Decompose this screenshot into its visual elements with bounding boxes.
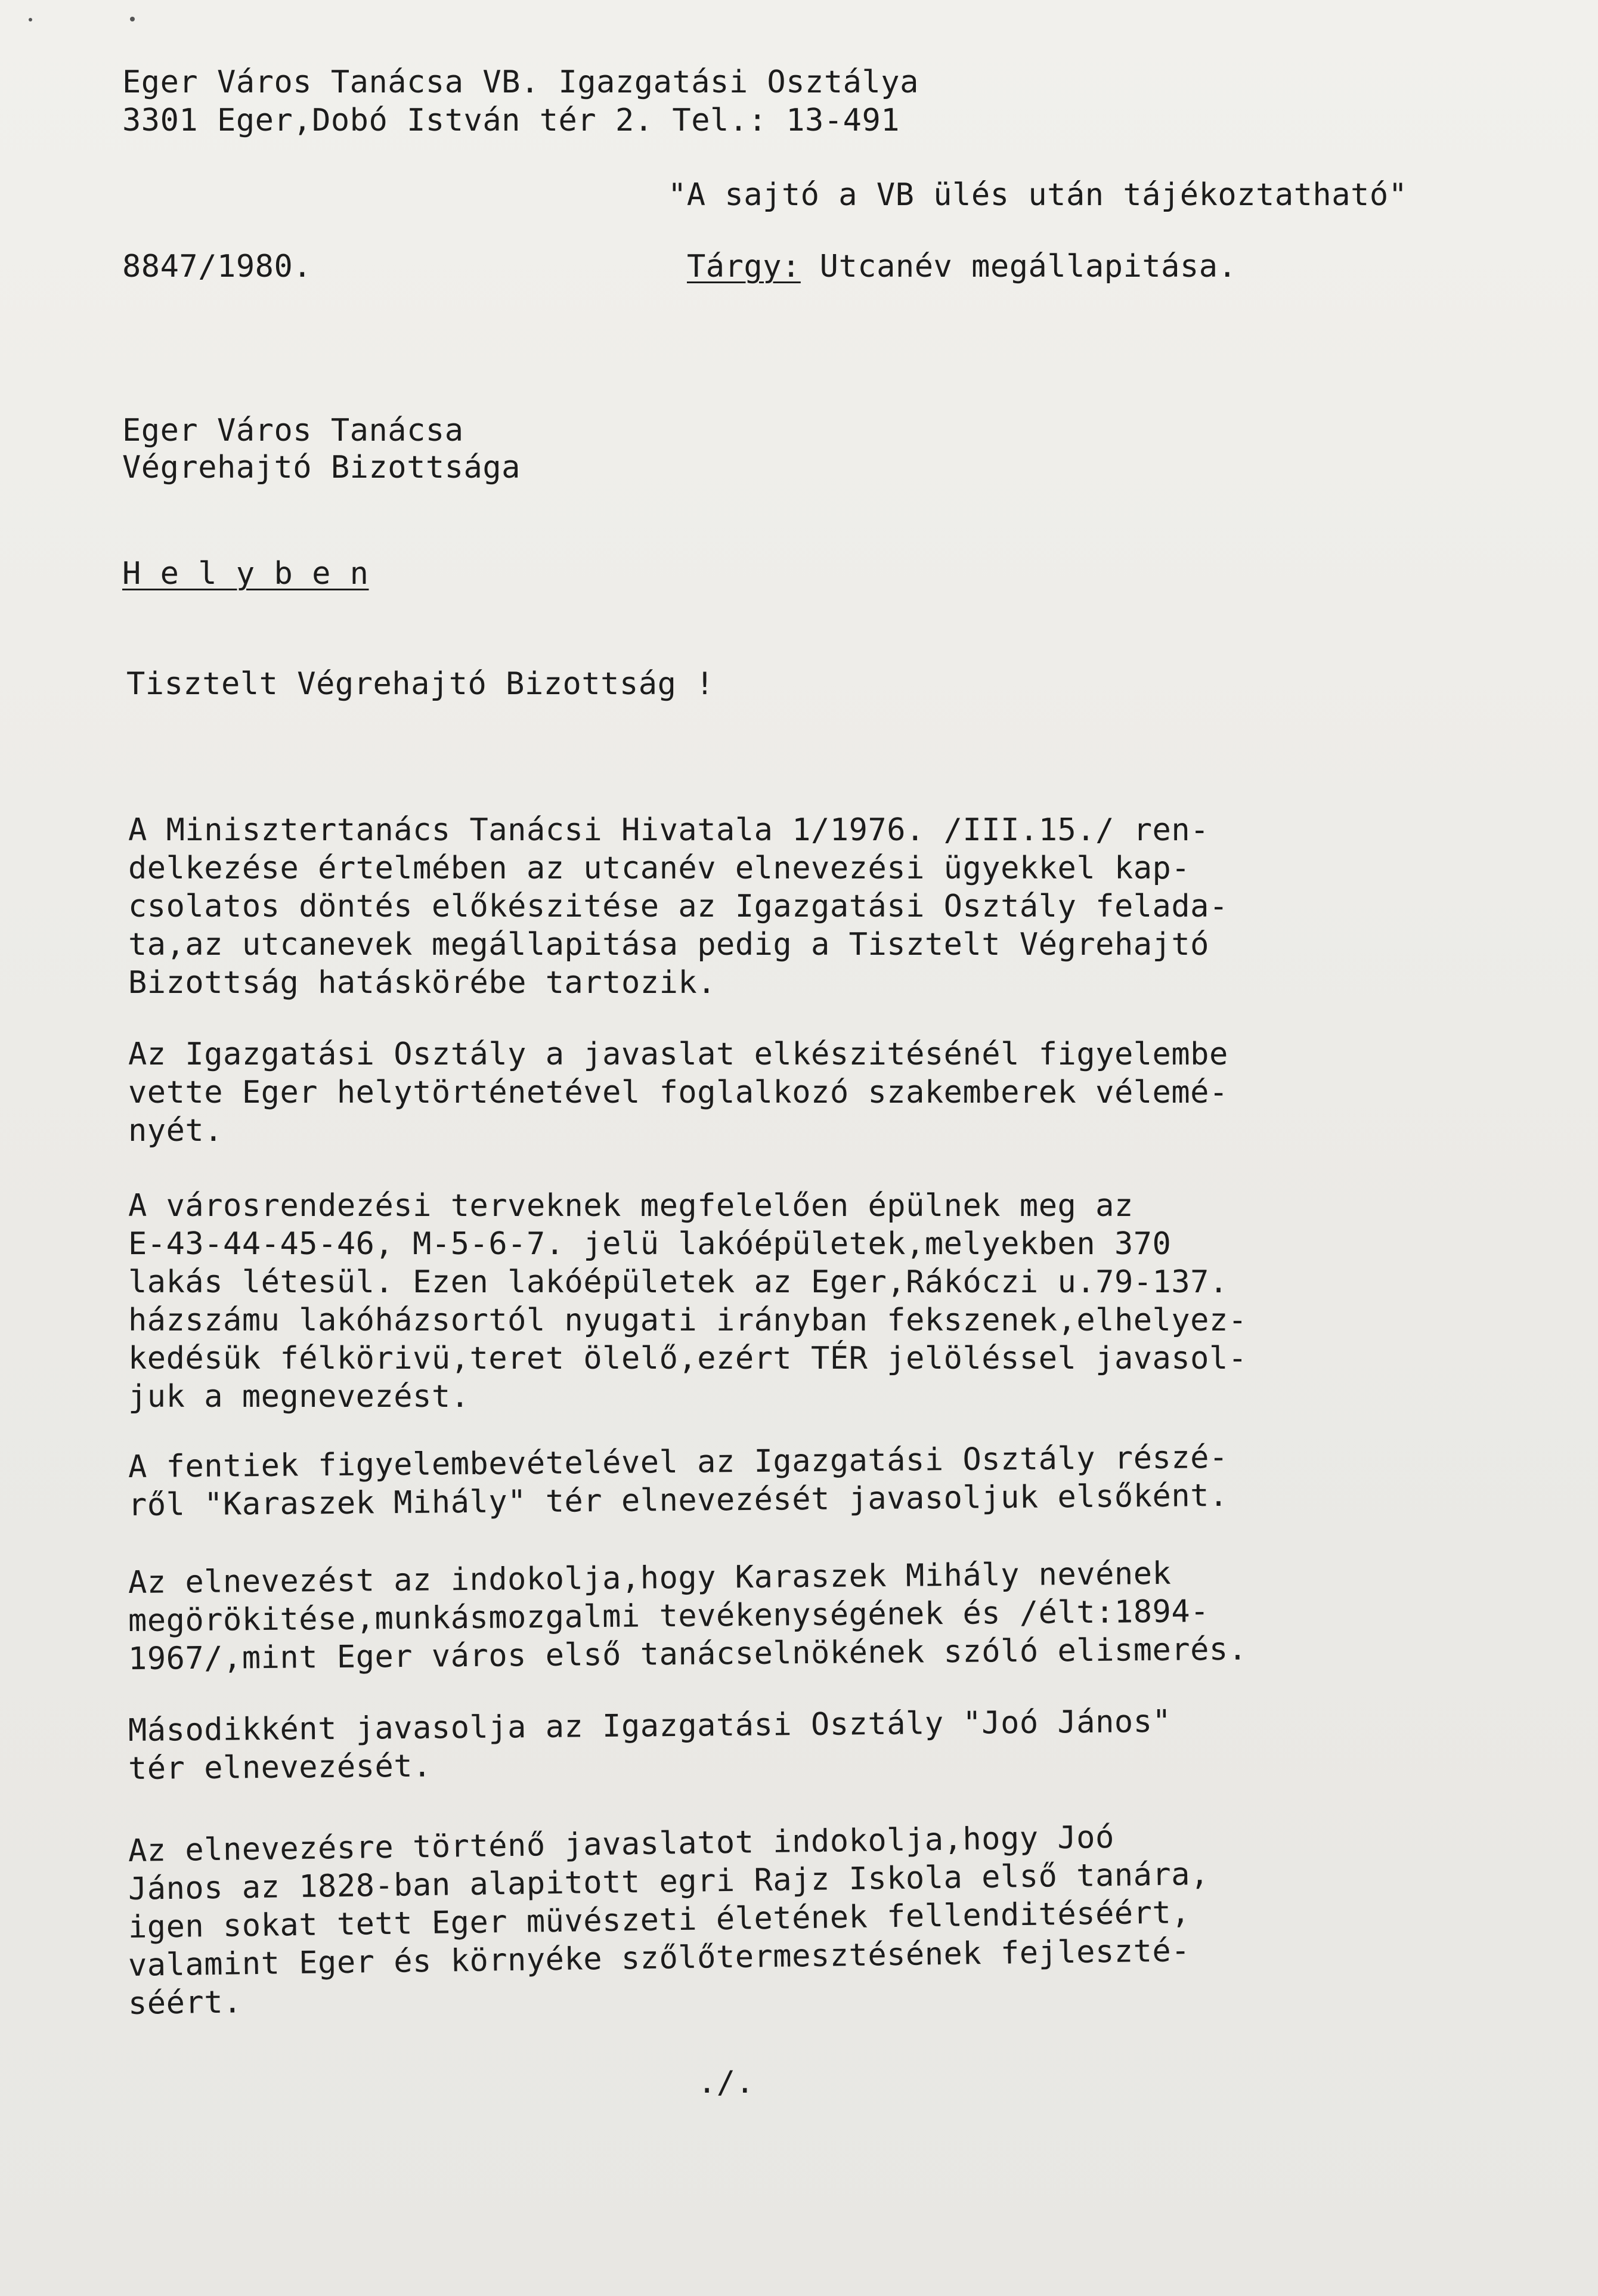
- text-line: A fentiek figyelembevételével az Igazgatási Osztály részé-: [128, 1439, 1228, 1485]
- letterhead-line-2: 3301 Eger,Dobó István tér 2. Tel.: 13-491: [122, 103, 900, 138]
- text-line: juk a megnevezést.: [128, 1379, 470, 1415]
- text-line: Másodikként javasolja az Igazgatási Osztály "Joó János": [128, 1703, 1172, 1749]
- text-line: Bizottság hatáskörébe tartozik.: [128, 965, 717, 1001]
- text-line: valamint Eger és környéke szőlőtermesztésének fejleszté-: [128, 1933, 1191, 1984]
- text-line: ről "Karaszek Mihály" tér elnevezését javasoljuk elsőként.: [128, 1477, 1228, 1523]
- location-line: H e l y b e n: [122, 556, 369, 592]
- text-line: Az elnevezésre történő javaslatot indokolja,hogy Joó: [128, 1819, 1115, 1869]
- text-line: delkezése értelmében az utcanév elnevezési ügyekkel kap-: [128, 850, 1191, 886]
- text-line: séért.: [128, 1984, 243, 2022]
- subject-line: [687, 247, 1237, 286]
- paper-speck: [29, 18, 32, 21]
- recipient-line-1: Eger Város Tanácsa: [122, 413, 464, 448]
- text-line: kedésük félkörivü,teret ölelő,ezért TÉR jelöléssel javasol-: [128, 1341, 1247, 1376]
- text-line: csolatos döntés előkészitése az Igazgatási Osztály felada-: [128, 889, 1228, 924]
- text-line: A városrendezési terveknek megfelelően épülnek meg az: [128, 1188, 1134, 1224]
- text-line: vette Eger helytörténetével foglalkozó szakemberek vélemé-: [128, 1075, 1228, 1110]
- continuation-mark: ./.: [698, 2065, 755, 2100]
- text-line: 1967/,mint Eger város első tanácselnökének szóló elismerés.: [128, 1631, 1247, 1677]
- text-line: házszámu lakóházsortól nyugati irányban fekszenek,elhelyez-: [128, 1302, 1247, 1338]
- press-note: "A sajtó a VB ülés után tájékoztatható": [668, 177, 1408, 213]
- paper-speck: [130, 17, 135, 21]
- letterhead-line-1: Eger Város Tanácsa VB. Igazgatási Osztálya: [122, 64, 919, 100]
- text-line: János az 1828-ban alapitott egri Rajz Iskola első tanára,: [128, 1856, 1210, 1907]
- subject-text: Utcanév megállapitása.: [819, 249, 1237, 284]
- text-line: nyét.: [128, 1113, 224, 1149]
- text-line: lakás létesül. Ezen lakóépületek az Eger,Rákóczi u.79-137.: [128, 1264, 1228, 1300]
- text-line: E-43-44-45-46, M-5-6-7. jelü lakóépületek,melyekben 370: [128, 1226, 1172, 1262]
- text-line: tér elnevezését.: [128, 1748, 432, 1787]
- reference-number: 8847/1980.: [122, 249, 312, 284]
- text-line: megörökitése,munkásmozgalmi tevékenységének és /élt:1894-: [128, 1593, 1210, 1639]
- text-line: Az elnevezést az indokolja,hogy Karaszek Mihály nevének: [128, 1555, 1172, 1601]
- text-line: Az Igazgatási Osztály a javaslat elkészitésénél figyelembe: [128, 1036, 1228, 1072]
- text-line: A Minisztertanács Tanácsi Hivatala 1/1976. /III.15./ ren-: [128, 812, 1209, 848]
- subject-label: Tárgy:: [687, 249, 801, 284]
- salutation: Tisztelt Végrehajtó Bizottság !: [126, 666, 715, 702]
- recipient-line-2: Végrehajtó Bizottsága: [122, 450, 521, 485]
- text-line: igen sokat tett Eger müvészeti életének fellenditéséért,: [128, 1895, 1191, 1945]
- text-line: ta,az utcanevek megállapitása pedig a Tisztelt Végrehajtó: [128, 927, 1209, 963]
